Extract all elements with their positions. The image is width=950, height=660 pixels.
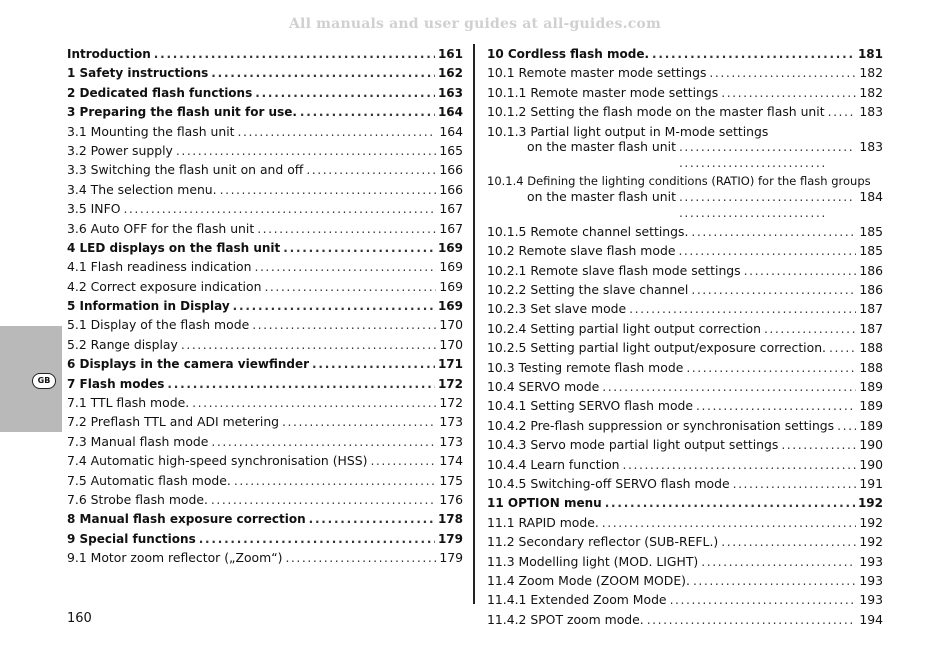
toc-entry-page: 167 (439, 201, 463, 217)
toc-entry[interactable] (487, 46, 883, 65)
toc-entry[interactable] (67, 279, 463, 298)
dot-leader (233, 298, 435, 314)
toc-entry-page: 192 (859, 534, 883, 550)
toc-entry[interactable] (67, 143, 463, 162)
toc-entry-label: 10.4 SERVO mode (487, 379, 600, 395)
toc-entry[interactable] (67, 317, 463, 336)
toc-entry-label: 3.1 Mounting the flash unit (67, 123, 235, 139)
toc-entry[interactable] (67, 46, 463, 65)
toc-entry[interactable] (487, 65, 883, 84)
column-divider (473, 44, 475, 604)
toc-entry[interactable] (67, 240, 463, 259)
toc-entry-label: 7.3 Manual flash mode (67, 433, 209, 449)
toc-entry-label: 10.2.2 Setting the slave channel (487, 282, 689, 298)
dot-leader (647, 612, 857, 628)
dot-leader (691, 282, 856, 298)
toc-entry[interactable] (67, 298, 463, 317)
toc-entry[interactable] (487, 124, 883, 171)
dot-leader (306, 162, 436, 178)
toc-entry[interactable] (487, 534, 883, 553)
toc-entry-page: 179 (437, 531, 463, 546)
toc-entry-label: 11 OPTION menu (487, 496, 602, 511)
dot-leader (837, 418, 856, 434)
toc-entry-label: 10.4.3 Servo mode partial light output settings (487, 437, 779, 453)
toc-entry[interactable] (67, 259, 463, 278)
toc-entry[interactable] (487, 360, 883, 379)
page-number: 160 (67, 611, 92, 626)
toc-entry-page: 182 (859, 84, 883, 100)
toc-entry-label: Introduction (67, 47, 151, 61)
toc-entry-page: 164 (439, 123, 463, 139)
toc-entry[interactable] (67, 162, 463, 181)
toc-entry[interactable] (487, 398, 883, 417)
toc-entry-page: 186 (859, 282, 883, 298)
dot-leader (629, 301, 856, 317)
toc-entry-page: 174 (439, 453, 463, 469)
dot-leader (701, 554, 856, 570)
toc-entry-label: 5.2 Range display (67, 336, 178, 352)
toc-entry-label: 7.5 Automatic flash mode. (67, 472, 231, 488)
toc-entry[interactable] (487, 85, 883, 104)
toc-entry-page: 193 (859, 592, 883, 608)
dot-leader (670, 592, 857, 608)
toc-entry-page: 170 (439, 317, 463, 333)
dot-leader (623, 457, 857, 473)
toc-entry-page: 185 (859, 243, 883, 259)
toc-entry[interactable] (67, 356, 463, 375)
dot-leader (167, 376, 435, 392)
toc-entry-page: 170 (439, 336, 463, 352)
toc-entry-page: 193 (859, 553, 883, 569)
toc-entry[interactable] (67, 473, 463, 492)
toc-entry-page: 191 (859, 475, 883, 491)
toc-entry[interactable] (67, 531, 463, 550)
toc-entry-label: 11.4 Zoom Mode (ZOOM MODE). (487, 572, 690, 588)
toc-entry[interactable] (67, 550, 463, 569)
toc-entry-page: 166 (439, 181, 463, 197)
dot-leader (744, 263, 857, 279)
toc-entry-page: 162 (437, 66, 463, 81)
dot-leader (300, 104, 435, 120)
toc-entry-label: 10.4.5 Switching-off SERVO flash mode (487, 475, 730, 491)
toc-entry[interactable] (487, 476, 883, 495)
toc-entry-label: 10.2 Remote slave flash mode (487, 243, 676, 259)
toc-entry-label: 4 LED displays on the flash unit (67, 240, 281, 255)
toc-entry-label: 10.1.1 Remote master mode settings (487, 84, 719, 100)
toc-entry-page: 184 (859, 189, 883, 205)
toc-entry-page: 185 (859, 223, 883, 239)
toc-right-column (487, 46, 883, 631)
toc-entry-page: 173 (439, 414, 463, 430)
dot-leader (252, 317, 436, 333)
toc-entry-page: 165 (439, 142, 463, 158)
toc-entry-page: 181 (857, 47, 883, 61)
toc-entry-page: 179 (439, 550, 463, 566)
toc-entry[interactable] (487, 104, 883, 123)
toc-entry[interactable] (67, 104, 463, 123)
toc-entry[interactable] (487, 573, 883, 592)
toc-entry-page: 188 (859, 340, 883, 356)
toc-entry-label: 2 Dedicated flash functions (67, 85, 253, 100)
toc-entry-label: 6 Displays in the camera viewfinder (67, 357, 310, 372)
dot-leader (282, 414, 436, 430)
dot-leader (709, 65, 856, 81)
toc-entry[interactable] (487, 321, 883, 340)
toc-entry-page: 176 (439, 491, 463, 507)
toc-entry[interactable] (67, 201, 463, 220)
toc-entry[interactable] (487, 340, 883, 359)
toc-entry-label: 11.1 RAPID mode. (487, 514, 599, 530)
dot-leader (721, 85, 856, 101)
toc-entry-page: 172 (437, 376, 463, 391)
toc-entry-label: 11.4.2 SPOT zoom mode. (487, 611, 644, 627)
toc-entry[interactable] (67, 337, 463, 356)
toc-entry-label: 10.1 Remote master mode settings (487, 65, 707, 81)
toc-entry-page: 187 (859, 301, 883, 317)
dot-leader (234, 473, 436, 489)
toc-entry[interactable] (487, 301, 883, 320)
dot-leader (602, 515, 857, 531)
toc-entry-page: 189 (859, 398, 883, 414)
toc-entry-label: 7 Flash modes (67, 376, 165, 391)
toc-entry[interactable] (487, 515, 883, 534)
toc-entry-page: 183 (859, 104, 883, 120)
dot-leader (602, 379, 856, 395)
toc-entry[interactable] (487, 379, 883, 398)
toc-entry-page: 173 (439, 433, 463, 449)
toc-entry-page: 194 (859, 611, 883, 627)
dot-leader (154, 46, 435, 62)
toc-entry-label-continued: on the master flash unit (527, 139, 676, 155)
toc-entry[interactable] (67, 414, 463, 433)
toc-entry-page: 175 (439, 472, 463, 488)
toc-entry-page: 166 (439, 162, 463, 178)
toc-entry[interactable] (487, 224, 883, 243)
dot-leader (123, 201, 436, 217)
toc-entry-page: 167 (439, 220, 463, 236)
toc-entry-label: 7.2 Preflash TTL and ADI metering (67, 414, 280, 430)
toc-entry[interactable] (487, 282, 883, 301)
toc-entry-label: 3 Preparing the flash unit for use. (67, 105, 297, 120)
toc-entry-page: 169 (439, 259, 463, 275)
toc-entry-label: 11.3 Modelling light (MOD. LIGHT) (487, 553, 699, 569)
toc-entry-label: 10.2.1 Remote slave flash mode settings (487, 262, 741, 278)
toc-entry-label: 3.3 Switching the flash unit on and off (67, 162, 304, 178)
toc-entry[interactable] (487, 612, 883, 631)
toc-entry-label: 9 Special functions (67, 531, 196, 546)
toc-entry-label: 10.4.1 Setting SERVO flash mode (487, 398, 694, 414)
dot-leader (264, 279, 436, 295)
dot-leader (693, 573, 856, 589)
toc-entry-label: 7.6 Strobe flash mode. (67, 491, 208, 507)
toc-left-column (67, 46, 463, 570)
toc-entry[interactable] (487, 437, 883, 456)
dot-leader (211, 434, 436, 450)
dot-leader (312, 356, 435, 372)
toc-entry-page: 164 (437, 105, 463, 120)
dot-leader (733, 476, 857, 492)
dot-leader (691, 224, 856, 240)
toc-entry-page: 182 (859, 65, 883, 81)
toc-entry-label: 10.1.3 Partial light output in M-mode settings (487, 123, 769, 139)
toc-entry-label: 3.2 Power supply (67, 142, 173, 158)
toc-entry-page: 171 (437, 357, 463, 372)
toc-entry-label: 10.1.4 Defining the lighting conditions (RATIO) for the flash groups (487, 173, 871, 188)
dot-leader (285, 550, 436, 566)
dot-leader (679, 139, 856, 170)
toc-entry-page: 183 (859, 139, 883, 155)
dot-leader (781, 437, 856, 453)
toc-entry-label: 7.1 TTL flash mode. (67, 395, 190, 411)
dot-leader (255, 85, 435, 101)
dot-leader (829, 340, 856, 356)
toc-entry-label: 10.1.5 Remote channel settings. (487, 223, 689, 239)
toc-entry-page: 190 (859, 456, 883, 472)
toc-entry-label: 10.2.5 Setting partial light output/exposure correction. (487, 340, 826, 356)
toc-entry-page: 161 (437, 47, 463, 61)
toc-entry[interactable] (487, 263, 883, 282)
toc-entry-page: 163 (437, 85, 463, 100)
dot-leader (181, 337, 436, 353)
dot-leader (199, 531, 435, 547)
dot-leader (721, 534, 856, 550)
dot-leader (257, 221, 436, 237)
dot-leader (254, 259, 436, 275)
toc-entry[interactable] (67, 65, 463, 84)
toc-entry-label: 10.1.2 Setting the flash mode on the master flash unit (487, 104, 825, 120)
dot-leader (370, 453, 436, 469)
toc-entry-page: 172 (439, 395, 463, 411)
toc-entry[interactable] (67, 453, 463, 472)
watermark-text: All manuals and user guides at all-guides.com (289, 16, 661, 32)
toc-entry[interactable] (67, 395, 463, 414)
toc-entry[interactable] (67, 221, 463, 240)
dot-leader (764, 321, 856, 337)
dot-leader (679, 189, 856, 220)
toc-right-group-b (487, 224, 883, 631)
toc-entry-page: 189 (859, 417, 883, 433)
toc-entry-page: 192 (859, 514, 883, 530)
toc-entry[interactable] (67, 85, 463, 104)
toc-entry-label: 10.2.4 Setting partial light output correction (487, 320, 761, 336)
toc-entry-label: 8 Manual flash exposure correction (67, 512, 306, 527)
toc-entry-page: 187 (859, 320, 883, 336)
toc-entry-label: 5 Information in Display (67, 299, 230, 314)
toc-entry-page: 193 (859, 572, 883, 588)
toc-entry[interactable] (67, 492, 463, 511)
dot-leader (192, 395, 436, 411)
dot-leader (283, 240, 435, 256)
toc-entry[interactable] (487, 592, 883, 611)
toc-entry[interactable] (487, 554, 883, 573)
toc-entry-label: 10.4.4 Learn function (487, 456, 620, 472)
dot-leader (211, 492, 436, 508)
dot-leader (176, 143, 436, 159)
dot-leader (211, 65, 435, 81)
toc-entry[interactable] (67, 182, 463, 201)
toc-entry-label: 3.4 The selection menu. (67, 181, 217, 197)
language-badge: GB (32, 373, 56, 389)
toc-entry[interactable] (487, 174, 883, 221)
toc-entry-label: 9.1 Motor zoom reflector („Zoom“) (67, 550, 283, 566)
toc-entry-label: 4.1 Flash readiness indication (67, 259, 252, 275)
toc-entry-label: 3.5 INFO (67, 201, 121, 217)
toc-entry-page: 169 (437, 240, 463, 255)
dot-leader (238, 124, 437, 140)
dot-leader (678, 243, 856, 259)
toc-entry-label: 10.2.3 Set slave mode (487, 301, 627, 317)
toc-entry[interactable] (67, 511, 463, 530)
dot-leader (605, 495, 855, 511)
toc-entry-label: 3.6 Auto OFF for the flash unit (67, 220, 255, 236)
toc-entry-page: 188 (859, 359, 883, 375)
toc-entry-label: 11.4.1 Extended Zoom Mode (487, 592, 667, 608)
toc-entry-label-continued: on the master flash unit (527, 189, 676, 205)
dot-leader (309, 511, 435, 527)
toc-entry-label: 10 Cordless flash mode. (487, 47, 650, 61)
dot-leader (652, 46, 855, 62)
toc-entry-label: 4.2 Correct exposure indication (67, 278, 262, 294)
toc-entry[interactable] (67, 124, 463, 143)
toc-entry-label: 5.1 Display of the flash mode (67, 317, 250, 333)
toc-entry-page: 169 (439, 278, 463, 294)
dot-leader (686, 360, 856, 376)
toc-entry-label: 10.4.2 Pre-flash suppression or synchronisation settings (487, 417, 835, 433)
toc-entry[interactable] (67, 434, 463, 453)
toc-entry-label: 7.4 Automatic high-speed synchronisation (HSS) (67, 453, 368, 469)
toc-entry[interactable] (487, 418, 883, 437)
dot-leader (220, 182, 437, 198)
toc-entry-page: 178 (437, 512, 463, 527)
toc-right-group-a (487, 46, 883, 124)
toc-entry[interactable] (487, 457, 883, 476)
toc-entry[interactable] (487, 495, 883, 514)
toc-entry-label: 1 Safety instructions (67, 66, 209, 81)
toc-entry-page: 186 (859, 262, 883, 278)
toc-entry[interactable] (487, 243, 883, 262)
toc-entry-page: 189 (859, 379, 883, 395)
toc-entry-page: 192 (857, 496, 883, 511)
toc-entry-page: 169 (437, 299, 463, 314)
toc-entry-label: 11.2 Secondary reflector (SUB-REFL.) (487, 534, 719, 550)
toc-entry[interactable] (67, 376, 463, 395)
dot-leader (696, 398, 856, 414)
toc-entry-label: 10.3 Testing remote flash mode (487, 359, 684, 375)
dot-leader (828, 104, 857, 120)
toc-entry-page: 190 (859, 437, 883, 453)
